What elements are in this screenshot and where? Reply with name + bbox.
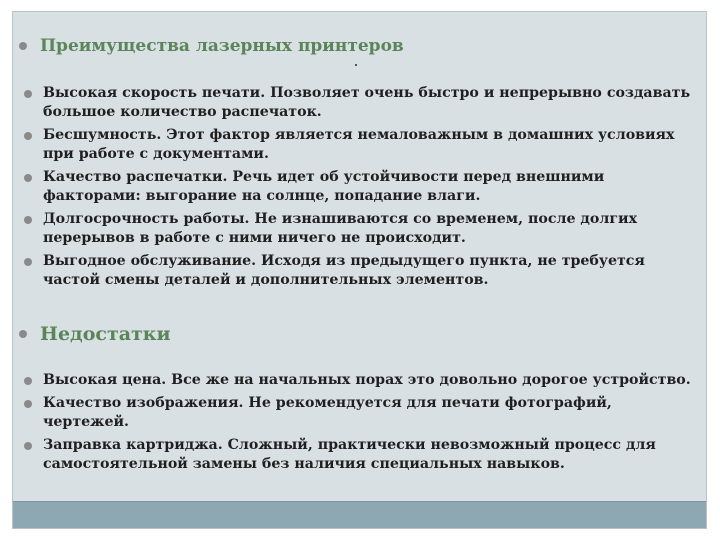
list-item: [19, 84, 699, 122]
list-item-text: Качество изображения. Не рекомендуется для печати фотографий, чертежей.: [43, 395, 612, 430]
decorative-dot: [355, 64, 357, 66]
list-item-text: Заправка картриджа. Сложный, практически невозможный процесс для самостоятельной замены без наличия специальных навыков.: [43, 437, 656, 472]
bullet-icon: [24, 442, 32, 450]
footer-bar: [13, 501, 706, 528]
bullet-icon: [24, 400, 32, 408]
list-item: [19, 394, 699, 432]
disadvantages-list: [19, 371, 699, 478]
list-item-text: Бесшумность. Этот фактор является немаловажным в домашних условиях при работе с документами.: [43, 127, 675, 162]
list-item-text: Выгодное обслуживание. Исходя из предыдущего пункта, не требуется частой смены деталей и дополнительных элементов.: [43, 253, 645, 288]
list-item-text: Высокая скорость печати. Позволяет очень быстро и непрерывно создавать большое количество распечаток.: [43, 85, 691, 120]
list-item: [19, 168, 699, 206]
bullet-icon: [24, 90, 32, 98]
advantages-title: Преимущества лазерных принтеров: [40, 36, 404, 56]
advantages-heading: [19, 36, 404, 56]
list-item: [19, 436, 699, 474]
bullet-icon: [24, 377, 32, 385]
list-item: [19, 126, 699, 164]
advantages-list: [19, 84, 699, 294]
slide: [12, 11, 707, 529]
list-item: [19, 210, 699, 248]
list-item-text: Долгосрочность работы. Не изнашиваются со временем, после долгих перерывов в работе с ними ничего не происходит.: [43, 211, 638, 246]
list-item-text: Высокая цена. Все же на начальных порах это довольно дорогое устройство.: [43, 372, 691, 388]
bullet-icon: [24, 132, 32, 140]
bullet-icon: [24, 258, 32, 266]
list-item: [19, 252, 699, 290]
bullet-icon: [19, 330, 27, 338]
bullet-icon: [24, 174, 32, 182]
list-item-text: Качество распечатки. Речь идет об устойчивости перед внешними факторами: выгорание на солнце, попадание влаги.: [43, 169, 605, 204]
bullet-icon: [19, 42, 27, 50]
list-item: [19, 371, 699, 390]
disadvantages-heading: [19, 323, 171, 345]
disadvantages-title: Недостатки: [40, 323, 171, 345]
bullet-icon: [24, 216, 32, 224]
